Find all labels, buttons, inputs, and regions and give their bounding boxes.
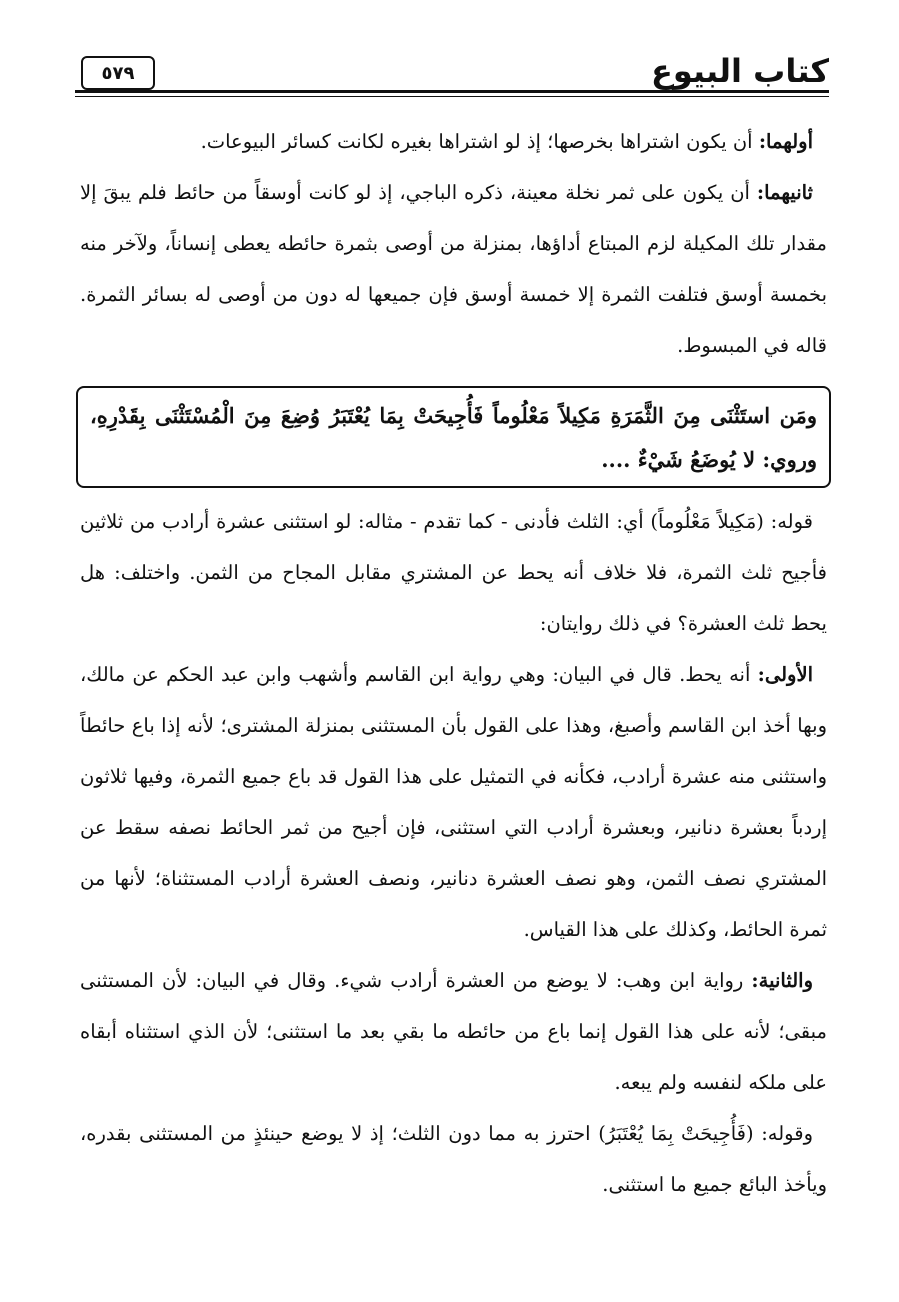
- paragraph-text: أن يكون على ثمر نخلة معينة، ذكره الباجي، إذ لو كانت أوسقاً من حائط فلم يبقَ إلا مقدار تلك المكيلة لزم المبتاع أداؤها، بمنزلة من أوصى بثمرة حائطه يعطى إنساناً، ولآخر منه بخمسة أوسق فتلفت الثمرة إلا خمسة أوسق فإن جميعها له دون من أوصى له بسائر الثمرة. قاله في المبسوط.: [80, 181, 827, 357]
- page-number: ٥٧٩: [81, 56, 155, 90]
- header-rule-thin: [75, 96, 829, 97]
- commentary-block-1: [80, 116, 827, 371]
- paragraph-first: [80, 116, 827, 167]
- book-title: كتاب البيوع: [650, 52, 829, 90]
- paragraph-text: أنه يحط. قال في البيان: وهي رواية ابن القاسم وأشهب وابن عبد الحكم عن مالك، وبها أخذ ابن القاسم وأصبغ، وهذا على القول بأن المستثنى بمنزلة المشترى؛ لأنه إذا باع حائطاً واستثنى منه عشرة أرادب، فكأنه في التمثيل على هذا القول قد باع جميع الثمرة، وفيها ثلاثون إردباً بعشرة دنانير، وبعشرة أرادب التي استثنى، فإن أجيح من ثمر الحائط نصفه سقط عن المشتري نصف الثمن، وهو نصف العشرة دنانير، ونصف العشرة أرادب المستثناة؛ لأنها من ثمرة الحائط، وكذلك على هذا القياس.: [80, 663, 827, 941]
- paragraph-commentary: قوله: (مَكِيلاً مَعْلُوماً) أي: الثلث فأدنى - كما تقدم - مثاله: لو استثنى عشرة أرادب من ثلاثين فأجيح ثلث الثمرة، فلا خلاف أنه يحط عن المشتري مقابل المجاح من الثمن. واختلف: هل يحط ثلث العشرة؟ في ذلك روايتان:: [80, 510, 827, 635]
- paragraph-lead: الأولى:: [757, 663, 813, 686]
- paragraph-lead: والثانية:: [751, 969, 813, 992]
- paragraph-lead: أولهما:: [758, 130, 813, 153]
- page-header: [75, 50, 829, 100]
- commentary-block-2: [80, 496, 827, 1210]
- paragraph-text: أن يكون اشتراها بخرصها؛ إذ لو اشتراها بغيره لكانت كسائر البيوعات.: [200, 130, 759, 153]
- paragraph-second-narration: [80, 955, 827, 1108]
- paragraph-first-narration: [80, 649, 827, 955]
- paragraph-lead: ثانيهما:: [756, 181, 813, 204]
- paragraph-second: [80, 167, 827, 371]
- paragraph-closing: وقوله: (فَأُجِيحَتْ بِمَا يُعْتَبَرُ) احترز به مما دون الثلث؛ إذ لا يوضع حينئذٍ من المستثنى بقدره، ويأخذ البائع جميع ما استثنى.: [80, 1122, 827, 1196]
- paragraph-text: رواية ابن وهب: لا يوضع من العشرة أرادب شيء. وقال في البيان: لأن المستثنى مبقى؛ لأنه على هذا القول إنما باع من حائطه ما بقي بعد ما استثنى؛ لأن الذي استثناه أبقاه على ملكه لنفسه ولم يبعه.: [80, 969, 827, 1094]
- matn-quote-box: [76, 386, 831, 488]
- matn-text: ومَن استَثْنَى مِنَ الثَّمَرَةِ مَكِيلاً مَعْلُوماً فَأُجِيحَتْ بِمَا يُعْتَبَرُ وُضِعَ مِنَ الْمُسْتَثْنَى بِقَدْرِهِ، وروي: لا يُوضَعُ شَيْءٌ ....: [90, 403, 817, 472]
- header-rule: [75, 90, 829, 93]
